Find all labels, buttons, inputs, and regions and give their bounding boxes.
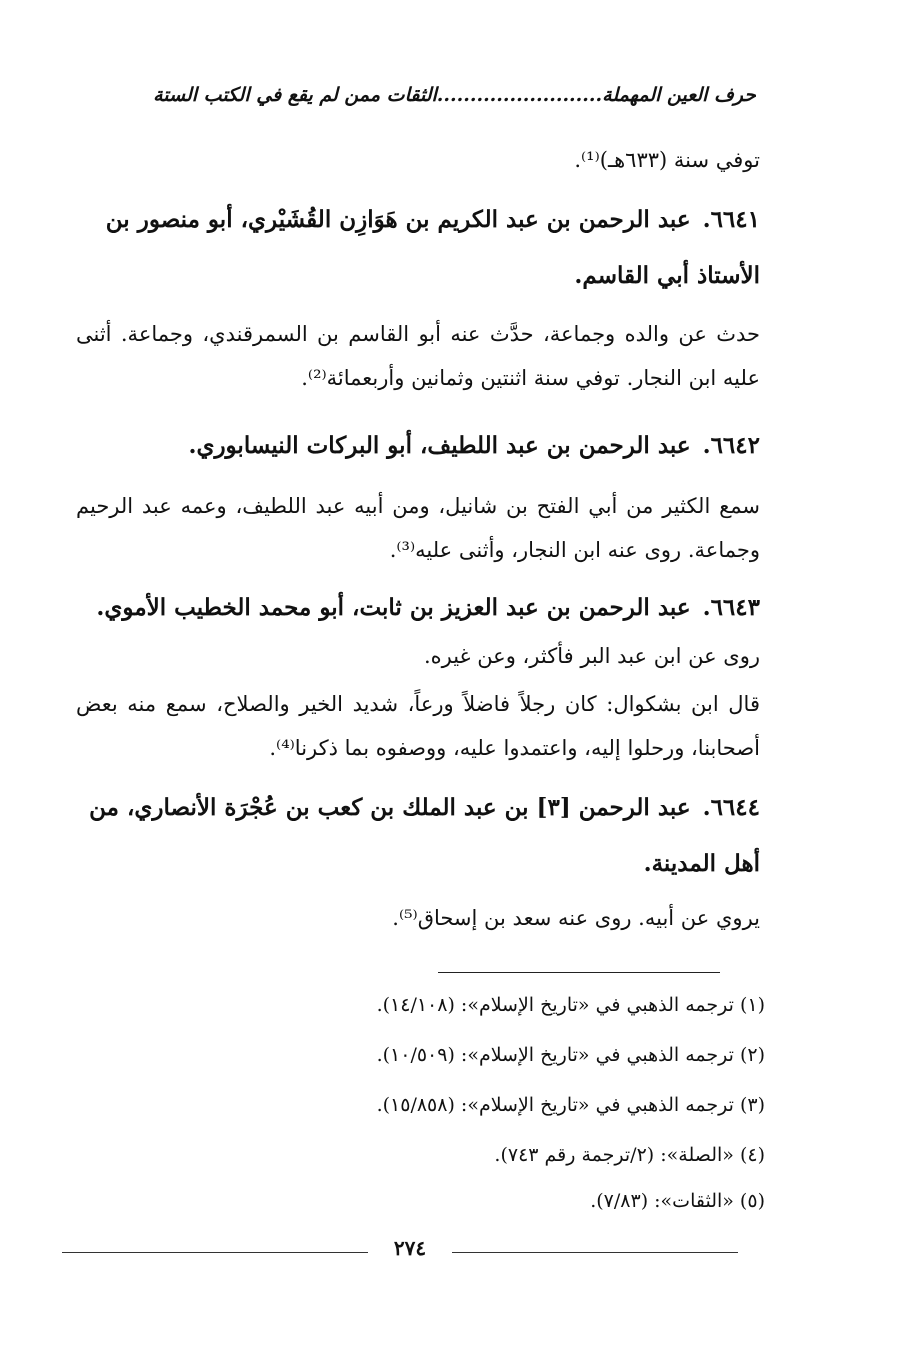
entry-6644-text: يروي عن أبيه. روى عنه سعد بن إسحاق⁽⁵⁾. bbox=[392, 906, 760, 930]
entry-6643-quote: قال ابن بشكوال: كان رجلاً فاضلاً ورعاً، شديد الخير والصلاح، سمع منه بعض أصحابنا، ورحلوا إليه، واعتمدوا عليه، ووصفوه بما ذكرنا⁽⁴⁾. bbox=[76, 692, 760, 760]
footnote-5: (٥) «الثقات»: (٧/٨٣). bbox=[590, 1190, 765, 1212]
footnote-3: (٣) ترجمه الذهبي في «تاريخ الإسلام»: (١٥/٨٥٨). bbox=[376, 1094, 765, 1116]
entry-name: عبد الرحمن بن عبد العزيز بن ثابت، أبو محمد الخطيب الأموي. bbox=[96, 594, 691, 621]
entry-6642-heading bbox=[76, 418, 760, 474]
entry-6643-text: روى عن ابن عبد البر فأكثر، وعن غيره. bbox=[423, 644, 760, 668]
entry-number: ٦٦٤٣. bbox=[702, 594, 760, 621]
running-header: حرف العين المهملة.........................الثقات ممن لم يقع في الكتب الستة bbox=[153, 84, 756, 106]
entry-6641-heading bbox=[76, 192, 760, 304]
page-number: ٢٧٤ bbox=[393, 1236, 427, 1260]
footnote-divider bbox=[438, 972, 720, 973]
entry-number: ٦٦٤٢. bbox=[702, 432, 760, 459]
entry-6643-heading bbox=[76, 580, 760, 636]
entry-number: ٦٦٤٤. bbox=[702, 794, 760, 821]
entry-name: عبد الرحمن [٣] بن عبد الملك بن كعب بن عُجْرَة الأنصاري، من أهل المدينة. bbox=[89, 794, 760, 877]
footnote-2: (٢) ترجمه الذهبي في «تاريخ الإسلام»: (١٠/٥٠٩). bbox=[376, 1044, 765, 1066]
entry-6641-text: حدث عن والده وجماعة، حدَّث عنه أبو القاسم بن السمرقندي، وجماعة. أثنى عليه ابن النجار. توفي سنة اثنتين وثمانين وأربعمائة⁽²⁾. bbox=[76, 322, 760, 390]
footnote-1: (١) ترجمه الذهبي في «تاريخ الإسلام»: (١٤/١٠٨). bbox=[376, 994, 765, 1016]
intro-line: توفي سنة (٦٣٣هـ)⁽¹⁾. bbox=[574, 148, 760, 172]
entry-number: ٦٦٤١. bbox=[702, 206, 760, 233]
entry-6642-text: سمع الكثير من أبي الفتح بن شانيل، ومن أبيه عبد اللطيف، وعمه عبد الرحيم وجماعة. روى عنه ابن النجار، وأثنى عليه⁽³⁾. bbox=[76, 494, 760, 562]
footnote-4: (٤) «الصلة»: (٢/ترجمة رقم ٧٤٣). bbox=[494, 1144, 765, 1166]
footer-rule-left bbox=[62, 1252, 368, 1253]
entry-name: عبد الرحمن بن عبد اللطيف، أبو البركات النيسابوري. bbox=[188, 432, 691, 459]
entry-6644-heading bbox=[76, 780, 760, 892]
entry-name: عبد الرحمن بن عبد الكريم بن هَوَازِن القُشَيْري، أبو منصور بن الأستاذ أبي القاسم. bbox=[105, 206, 760, 289]
footer-rule-right bbox=[452, 1252, 738, 1253]
